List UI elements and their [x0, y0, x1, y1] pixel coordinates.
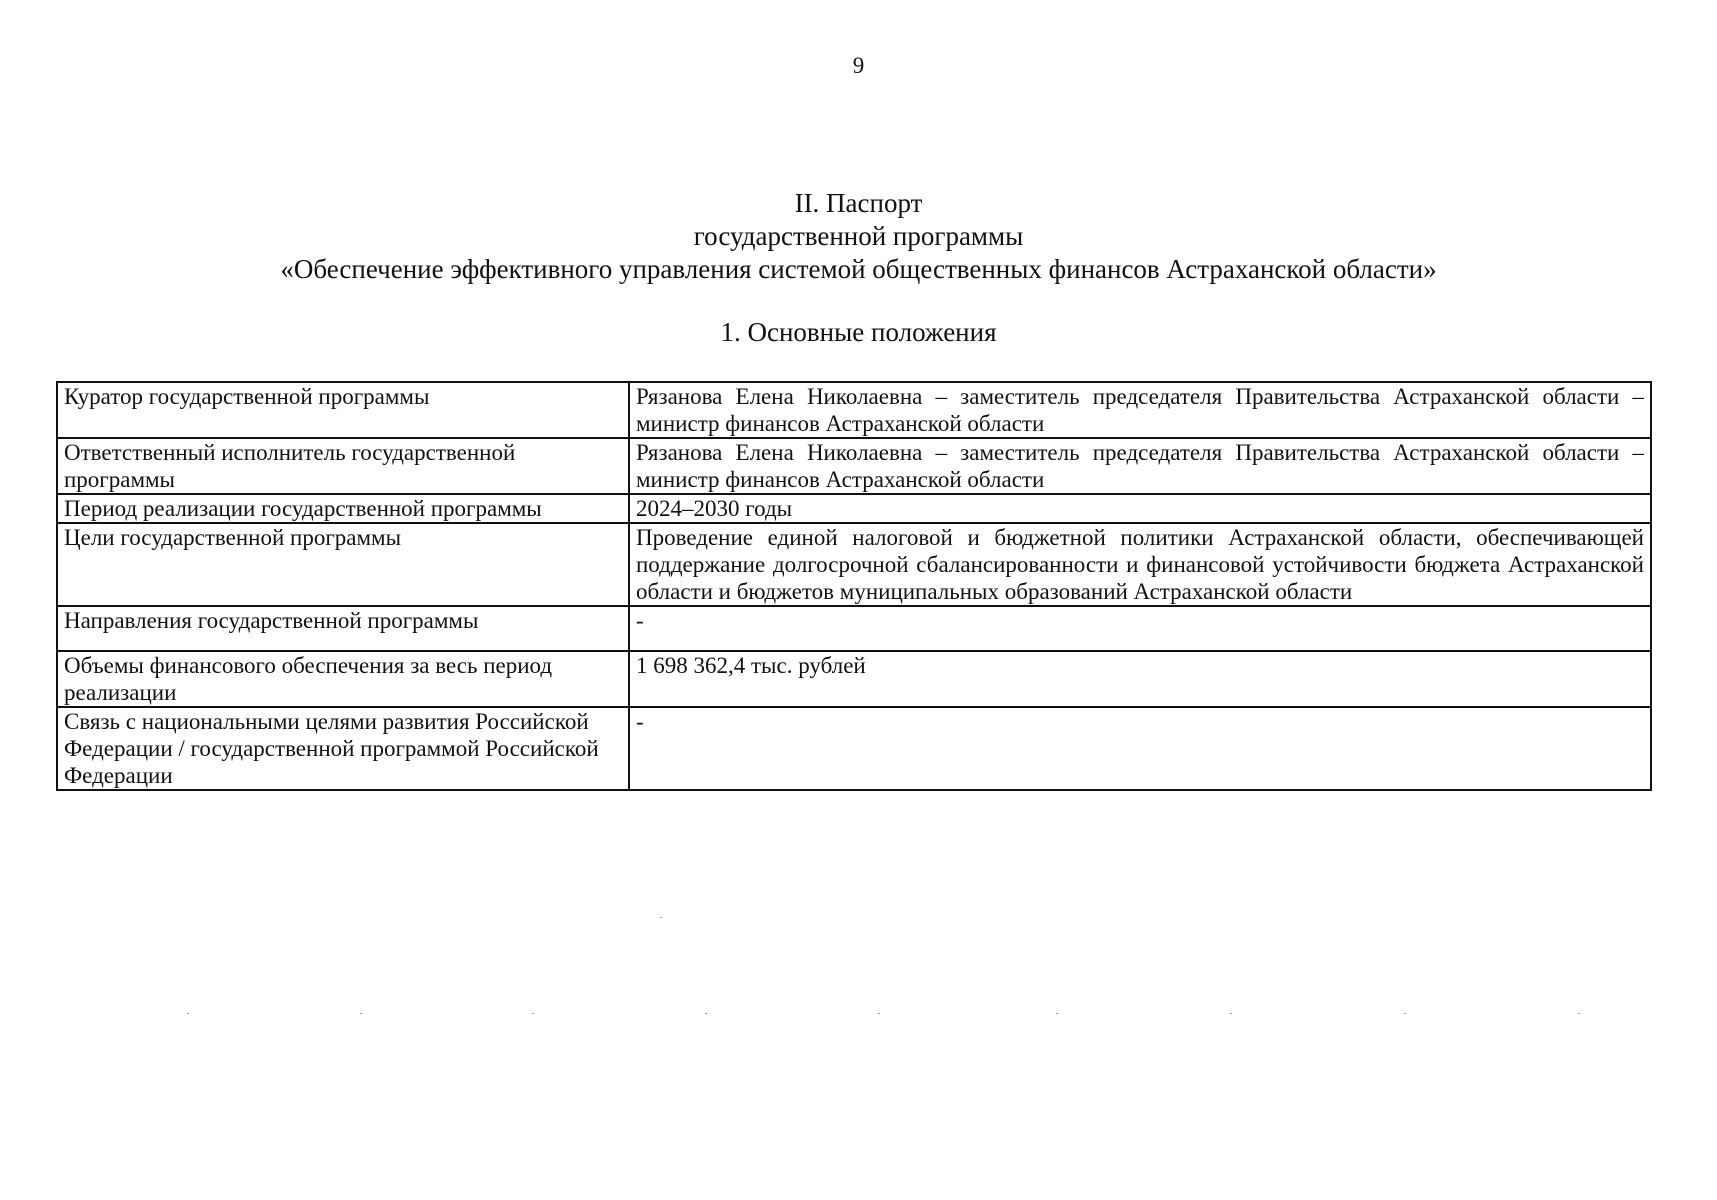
document-heading: [0, 187, 1717, 286]
table-row: [57, 606, 1651, 651]
scan-speck: [1230, 1013, 1232, 1014]
scan-speck: [360, 1013, 362, 1014]
row-label-goals: Цели государственной программы: [57, 523, 629, 606]
section-title: 1. Основные положения: [720, 317, 997, 347]
row-value-period: 2024–2030 годы: [629, 494, 1651, 523]
row-label-period: Период реализации государственной программы: [57, 494, 629, 523]
row-value-responsible: Рязанова Елена Николаевна – заместитель председателя Правительства Астраханской области – министр финансов Астраханской области: [629, 438, 1651, 494]
row-label-directions: Направления государственной программы: [57, 606, 629, 651]
row-value-curator: Рязанова Елена Николаевна – заместитель председателя Правительства Астраханской области – министр финансов Астраханской области: [629, 382, 1651, 438]
row-label-financing: Объемы финансового обеспечения за весь период реализации: [57, 651, 629, 707]
table-row: [57, 651, 1651, 707]
table-row: [57, 382, 1651, 438]
table-row: [57, 707, 1651, 790]
heading-line-3: «Обеспечение эффективного управления системой общественных финансов Астраханской области»: [280, 254, 1437, 284]
row-label-national-goals: Связь с национальными целями развития Российской Федерации / государственной программой Российской Федерации: [57, 707, 629, 790]
row-label-responsible: Ответственный исполнитель государственной программы: [57, 438, 629, 494]
scan-speck: [1056, 1013, 1058, 1014]
row-value-goals: Проведение единой налоговой и бюджетной политики Астраханской области, обеспечивающей поддержание долгосрочной сбалансированности и финансовой устойчивости бюджета Астраханской области и бюджетов муниципальных образований Астраханской области: [629, 523, 1651, 606]
scan-speck: [1404, 1013, 1406, 1014]
scan-speck: [878, 1013, 880, 1014]
scan-speck: [1578, 1013, 1580, 1014]
page-number: 9: [852, 53, 865, 78]
scan-speck: [705, 1013, 707, 1014]
heading-line-2: государственной программы: [693, 221, 1024, 251]
row-value-national-goals: -: [629, 707, 1651, 790]
passport-table: [56, 381, 1652, 791]
table-row: [57, 494, 1651, 523]
heading-line-1: II. Паспорт: [794, 188, 923, 218]
scan-speck: [660, 917, 662, 918]
row-value-directions: -: [629, 606, 1651, 651]
row-label-curator: Куратор государственной программы: [57, 382, 629, 438]
table-row: [57, 438, 1651, 494]
scan-speck: [187, 1013, 189, 1014]
table-row: [57, 523, 1651, 606]
scan-speck: [532, 1013, 534, 1014]
row-value-financing: 1 698 362,4 тыс. рублей: [629, 651, 1651, 707]
